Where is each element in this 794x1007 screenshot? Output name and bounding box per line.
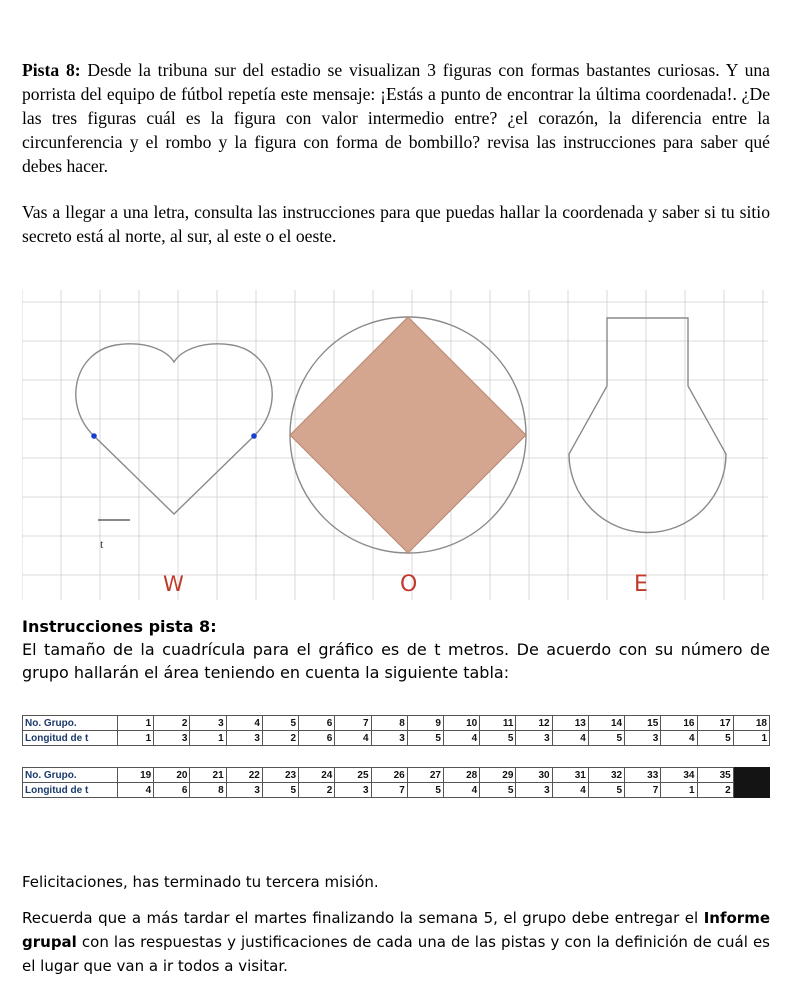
length-value-cell: 2: [697, 783, 733, 798]
group-number-cell: 29: [480, 768, 516, 783]
empty-cell: [733, 783, 769, 798]
group-number-cell: 8: [371, 716, 407, 731]
group-number-cell: 18: [733, 716, 769, 731]
length-value-cell: 3: [335, 783, 371, 798]
reminder-paragraph: [22, 906, 770, 978]
heart-right-dot: [251, 433, 257, 439]
letter-e: E: [634, 572, 648, 597]
reminder-text-bold: Informe grupal: [22, 909, 770, 951]
congratulations-text: Felicitaciones, has terminado tu tercera misión.: [22, 873, 379, 891]
reminder-text-end: con las respuestas y justificaciones de cada una de las pistas y con la definición de cuál es el lugar que van a ir todos a visitar.: [22, 933, 770, 975]
table-row-groups: [23, 716, 770, 731]
group-number-cell: 28: [443, 768, 479, 783]
length-value-cell: 3: [371, 731, 407, 746]
length-value-cell: 4: [443, 731, 479, 746]
length-value-cell: 4: [443, 783, 479, 798]
group-number-cell: 17: [697, 716, 733, 731]
length-value-cell: 3: [516, 783, 552, 798]
group-number-cell: 24: [299, 768, 335, 783]
table-row-groups: [23, 768, 770, 783]
length-value-cell: 7: [625, 783, 661, 798]
length-value-cell: 3: [226, 783, 262, 798]
group-number-cell: 13: [552, 716, 588, 731]
group-number-cell: 25: [335, 768, 371, 783]
length-value-cell: 8: [190, 783, 226, 798]
length-value-cell: 5: [407, 731, 443, 746]
instructions-text: El tamaño de la cuadrícula para el gráfico es de t metros. De acuerdo con su número de grupo hallarán el área teniendo en cuenta la siguiente tabla:: [22, 640, 770, 682]
length-value-cell: 4: [335, 731, 371, 746]
pista-8-label: Pista 8:: [22, 60, 81, 80]
group-number-cell: 7: [335, 716, 371, 731]
length-value-cell: 2: [299, 783, 335, 798]
instructions-title: Instrucciones pista 8:: [22, 617, 217, 636]
group-number-cell: 22: [226, 768, 262, 783]
length-value-cell: 3: [625, 731, 661, 746]
length-value-cell: 1: [118, 731, 154, 746]
heart-shape: [76, 344, 272, 514]
rhombus-shape: [290, 317, 526, 553]
pista-8-paragraph: [22, 58, 770, 178]
group-number-cell: 4: [226, 716, 262, 731]
group-number-cell: 2: [154, 716, 190, 731]
length-value-cell: 7: [371, 783, 407, 798]
length-value-cell: 6: [299, 731, 335, 746]
group-number-cell: 14: [588, 716, 624, 731]
empty-cell: [733, 768, 769, 783]
group-number-cell: 16: [661, 716, 697, 731]
reminder-text-start: Recuerda que a más tardar el martes finalizando la semana 5, el grupo debe entregar el: [22, 909, 704, 927]
length-value-cell: 3: [226, 731, 262, 746]
group-number-cell: 10: [443, 716, 479, 731]
length-value-cell: 4: [552, 731, 588, 746]
row-label-group: No. Grupo.: [23, 768, 118, 783]
row-label-length: Longitud de t: [23, 731, 118, 746]
group-number-cell: 33: [625, 768, 661, 783]
length-value-cell: 1: [661, 783, 697, 798]
pista-8-paragraph-2: Vas a llegar a una letra, consulta las instrucciones para que puedas hallar la coordenada y saber si tu sitio secreto está al norte, al sur, al este o el oeste.: [22, 202, 770, 246]
bulb-shape: [569, 318, 726, 533]
length-value-cell: 5: [407, 783, 443, 798]
figures-svg: [22, 290, 768, 608]
t-label: t: [100, 537, 104, 551]
group-number-cell: 21: [190, 768, 226, 783]
group-number-cell: 6: [299, 716, 335, 731]
length-value-cell: 5: [588, 783, 624, 798]
table-row-lengths: [23, 731, 770, 746]
length-value-cell: 5: [588, 731, 624, 746]
length-value-cell: 3: [154, 731, 190, 746]
group-number-cell: 5: [262, 716, 298, 731]
group-number-cell: 30: [516, 768, 552, 783]
heart-left-dot: [91, 433, 97, 439]
group-number-cell: 15: [625, 716, 661, 731]
group-number-cell: 1: [118, 716, 154, 731]
group-number-cell: 3: [190, 716, 226, 731]
group-number-cell: 35: [697, 768, 733, 783]
length-value-cell: 4: [552, 783, 588, 798]
length-value-cell: 5: [480, 783, 516, 798]
length-value-cell: 4: [661, 731, 697, 746]
length-value-cell: 4: [118, 783, 154, 798]
length-value-cell: 1: [733, 731, 769, 746]
group-number-cell: 19: [118, 768, 154, 783]
length-value-cell: 3: [516, 731, 552, 746]
group-number-cell: 20: [154, 768, 190, 783]
group-number-cell: 11: [480, 716, 516, 731]
table-row-lengths: [23, 783, 770, 798]
length-value-cell: 5: [697, 731, 733, 746]
length-table-part-1: [22, 715, 770, 746]
row-label-group: No. Grupo.: [23, 716, 118, 731]
pista-8-text: Desde la tribuna sur del estadio se visualizan 3 figuras con formas bastantes curiosas. Y una porrista del equipo de fútbol repetía este mensaje: ¡Estás a punto de encontrar la última coordenada!. ¿De las tres figuras cuál es la figura con valor intermedio entre? ¿el corazón, la diferencia entre la circunferencia y el rombo y la figura con forma de bombillo? revisa las instrucciones para saber qué debes hacer.: [22, 60, 770, 176]
length-value-cell: 5: [262, 783, 298, 798]
group-number-cell: 27: [407, 768, 443, 783]
length-value-cell: 5: [480, 731, 516, 746]
letter-w: W: [163, 572, 184, 596]
group-number-cell: 32: [588, 768, 624, 783]
group-number-cell: 23: [262, 768, 298, 783]
figures-graphic: [22, 290, 768, 608]
letter-o: O: [400, 572, 418, 597]
group-number-cell: 34: [661, 768, 697, 783]
length-value-cell: 6: [154, 783, 190, 798]
group-number-cell: 12: [516, 716, 552, 731]
length-table-part-2: [22, 767, 770, 798]
group-number-cell: 26: [371, 768, 407, 783]
row-label-length: Longitud de t: [23, 783, 118, 798]
group-number-cell: 31: [552, 768, 588, 783]
length-value-cell: 1: [190, 731, 226, 746]
length-value-cell: 2: [262, 731, 298, 746]
group-number-cell: 9: [407, 716, 443, 731]
